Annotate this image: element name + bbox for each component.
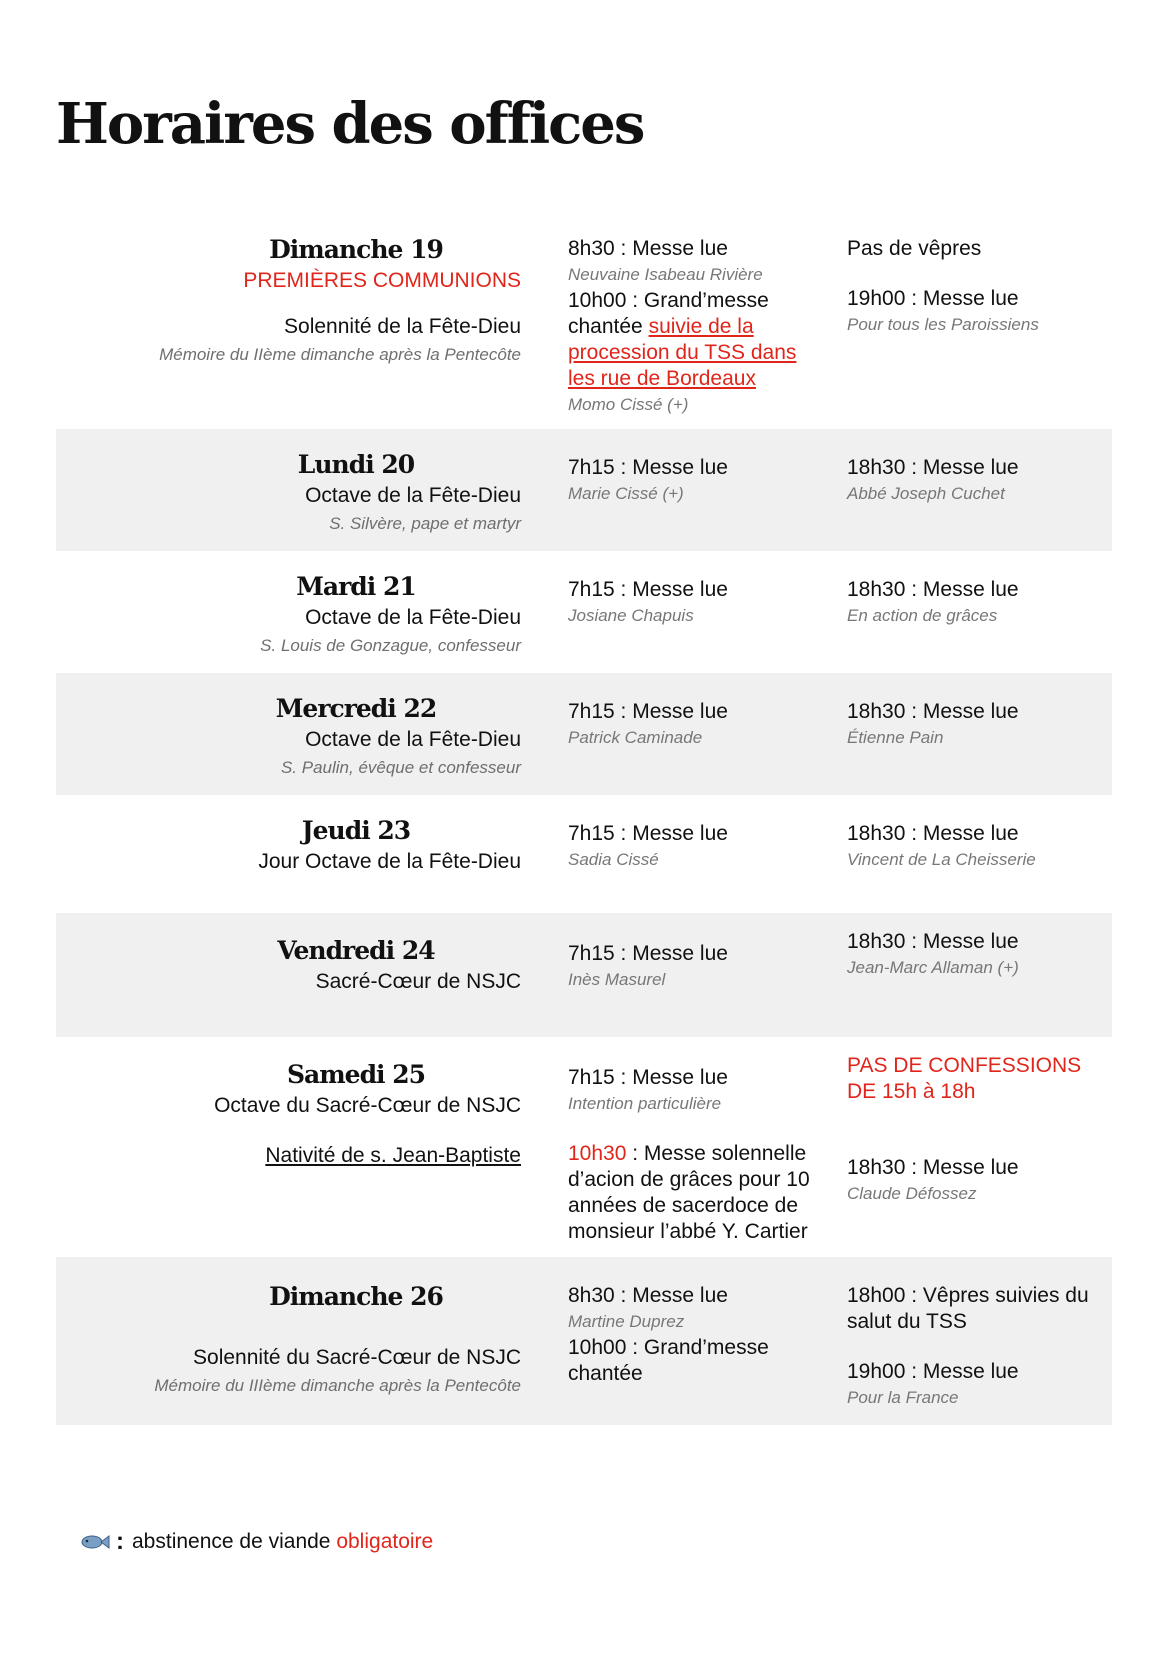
feast-name: Sacré-Cœur de NSJC [315,970,521,993]
mass-intention: Inès Masurel [568,970,666,989]
mass-time: 7h15 : Messe lue [568,822,728,845]
mass-time: 19h00 : Messe lue [847,1360,1019,1383]
feast-name: Solennité de la Fête-Dieu [284,315,521,338]
feast-name: Jour Octave de la Fête-Dieu [258,850,521,873]
mass-intention: Momo Cissé (+) [568,395,689,414]
day-name: Mercredi 22 [275,694,437,723]
mass-time: 8h30 : Messe lue [568,1284,728,1307]
mass-intention: Pour la France [847,1388,959,1407]
special-mass [568,1141,826,1245]
page-title: Horaires des offices [56,91,644,157]
mass-time-cont: chantée [568,315,643,338]
special-mass-time: 10h30 [568,1142,627,1165]
legend [80,1528,433,1556]
memorial: S. Louis de Gonzague, confesseur [260,636,521,655]
morning-cell [568,1065,826,1245]
mass-intention: Intention particulière [568,1094,722,1113]
mass-intention: En action de grâces [847,606,998,625]
evening-note: Pas de vêpres [847,237,982,260]
mass-time: 7h15 : Messe lue [568,578,728,601]
mass-time: 10h00 : Grand’messe chantée [568,1336,769,1385]
day-cell [56,571,521,659]
morning-cell [568,821,826,873]
mass-intention: Pour tous les Paroissiens [847,315,1039,334]
day-name: Samedi 25 [286,1060,426,1089]
mass-intention: Abbé Joseph Cuchet [847,484,1005,503]
mass-intention: Martine Duprez [568,1312,685,1331]
mass-time: 7h15 : Messe lue [568,700,728,723]
mass-time: 18h30 : Messe lue [847,822,1019,845]
day-row-dimanche-26 [56,1257,1112,1425]
memorial: Mémoire du IIIème dimanche après la Pentecôte [154,1376,521,1395]
mass-time-label: 10h00 : Grand’messe [568,289,769,312]
mass-time: 8h30 : Messe lue [568,237,728,260]
procession-link[interactable]: suivie de la procession du TSS dans les rue de Bordeaux [568,315,797,390]
legend-highlight: obligatoire [336,1530,434,1553]
vespers: 18h00 : Vêpres suivies du salut du TSS [847,1284,1089,1333]
day-row-vendredi-24 [56,913,1112,1037]
mass-time: 7h15 : Messe lue [568,456,728,479]
day-cell [56,1059,521,1171]
day-name: Dimanche 19 [269,235,443,264]
mass-intention: Vincent de La Cheisserie [847,850,1036,869]
day-name: Lundi 20 [297,450,415,479]
evening-cell [847,821,1109,873]
memorial: S. Paulin, évêque et confesseur [280,758,521,777]
mass-time: 18h30 : Messe lue [847,1156,1019,1179]
mass-intention: Jean-Marc Allaman (+) [847,958,1019,977]
mass-intention: Josiane Chapuis [568,606,694,625]
mass-intention: Étienne Pain [847,728,944,747]
mass-time: 18h30 : Messe lue [847,930,1019,953]
day-row-jeudi-23 [56,795,1112,913]
evening-cell [847,1053,1109,1207]
evening-cell [847,929,1109,981]
mass-intention: Sadia Cissé [568,850,659,869]
day-row-samedi-25 [56,1037,1112,1257]
secondary-feast-label: Nativité de s. Jean-Baptiste [265,1144,521,1167]
mass-time: 18h30 : Messe lue [847,578,1019,601]
mass-time: 19h00 : Messe lue [847,287,1019,310]
morning-cell [568,1283,826,1387]
day-cell [56,1281,521,1399]
feast-name: Octave du Sacré-Cœur de NSJC [214,1094,521,1117]
feast-name: Octave de la Fête-Dieu [305,728,521,751]
day-row-dimanche-19 [56,234,1112,429]
secondary-feast [56,1141,521,1171]
mass-intention: Patrick Caminade [568,728,703,747]
fish-icon [80,1533,110,1551]
day-cell [56,234,521,368]
mass-time: 18h30 : Messe lue [847,456,1019,479]
evening-cell [847,699,1109,751]
day-highlight: PREMIÈRES COMMUNIONS [243,269,521,292]
day-row-lundi-20 [56,429,1112,551]
mass-time: 7h15 : Messe lue [568,1066,728,1089]
feast-name: Octave de la Fête-Dieu [305,606,521,629]
day-cell [56,935,521,997]
feast-name: Solennité du Sacré-Cœur de NSJC [193,1346,521,1369]
day-name: Dimanche 26 [269,1282,443,1311]
legend-label: abstinence de viande [132,1530,337,1553]
evening-cell [847,455,1109,507]
day-row-mercredi-22 [56,673,1112,795]
mass-intention: Claude Défossez [847,1184,977,1203]
schedule-table [56,234,1112,1425]
day-row-mardi-21 [56,551,1112,673]
day-cell [56,449,521,537]
day-name: Jeudi 23 [301,816,411,845]
morning-cell [568,699,826,751]
mass-time: 18h30 : Messe lue [847,700,1019,723]
memorial: Mémoire du IIème dimanche après la Pentecôte [159,345,521,364]
mass-time: 7h15 : Messe lue [568,942,728,965]
morning-cell [568,941,826,993]
legend-text [132,1530,433,1554]
day-cell [56,815,521,877]
morning-cell [568,455,826,507]
morning-cell [568,236,826,418]
legend-colon: : [116,1528,124,1555]
evening-cell [847,577,1109,629]
mass-intention: Neuvaine Isabeau Rivière [568,265,763,284]
memorial: S. Silvère, pape et martyr [329,514,521,533]
special-mass-text: : Messe solennelle d’acion de grâces pour 10 années de sacerdoce de monsieur l’abbé Y. Cartier [568,1142,810,1243]
mass-intention: Marie Cissé (+) [568,484,684,503]
day-name: Vendredi 24 [277,936,435,965]
morning-cell [568,577,826,629]
day-name: Mardi 21 [296,572,416,601]
feast-name: Octave de la Fête-Dieu [305,484,521,507]
evening-cell [847,236,1109,338]
confession-notice: PAS DE CONFESSIONS DE 15h à 18h [847,1054,1082,1103]
mass-time [568,288,826,392]
day-cell [56,693,521,781]
evening-cell [847,1283,1109,1411]
